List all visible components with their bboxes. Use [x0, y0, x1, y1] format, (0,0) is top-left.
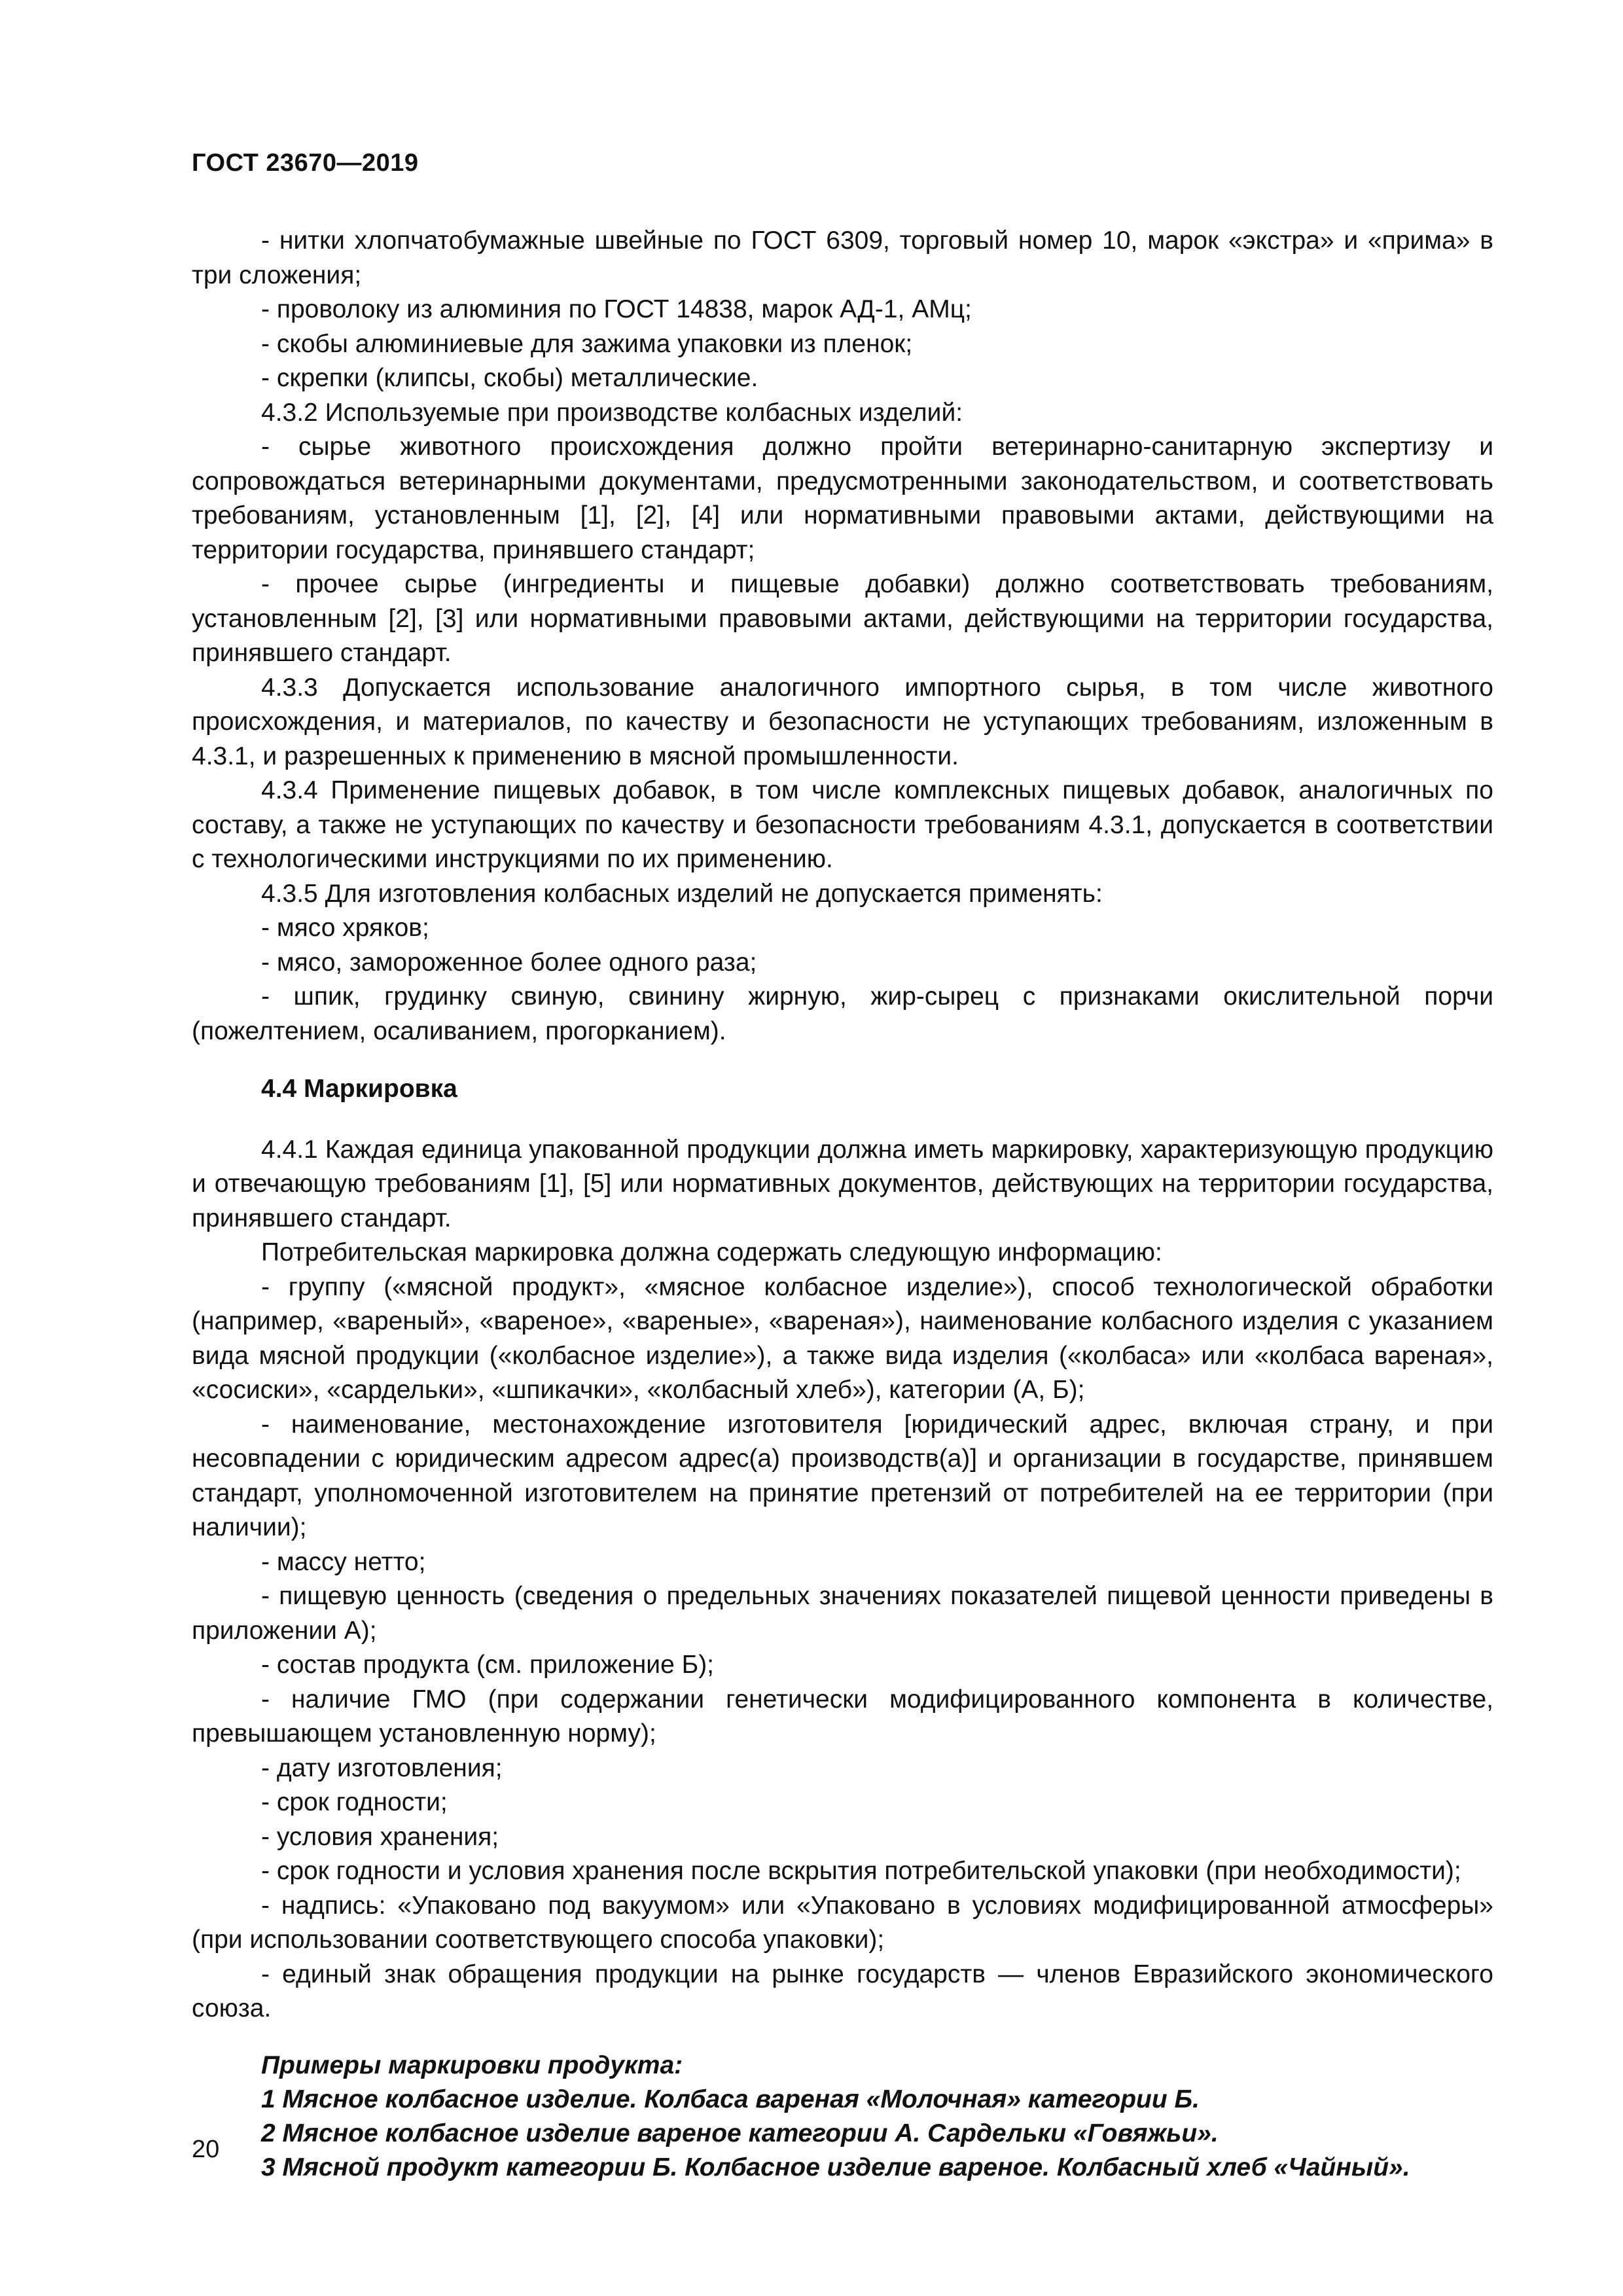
list-item: - прочее сырье (ингредиенты и пищевые добавки) должно соответствовать требованиям, установленным [2], [3] или нормативными правовыми актами, действующими на территории государства, принявшего стандарт. [192, 570, 1493, 667]
list-item: - наименование, местонахождение изготовителя [юридический адрес, включая страну, и при несовпадении с юридическим адресом адрес(а) производств(а)] и организации в государстве, принявшем стандарт, уполномоченной изготовителем на принятие претензий от потребителей на ее территории (при наличии); [192, 1410, 1493, 1541]
list-item: - срок годности; [261, 1788, 448, 1816]
list-item: - состав продукта (см. приложение Б); [261, 1651, 715, 1679]
clause-4-4-1: 4.4.1 Каждая единица упакованной продукции должна иметь маркировку, характеризующую продукцию и отвечающую требованиям [1], [5] или нормативных документов, действующих на территории государства, принявшего стандарт. [192, 1135, 1493, 1232]
example-item: 1 Мясное колбасное изделие. Колбаса вареная «Молочная» категории Б. [261, 2085, 1200, 2113]
list-item: - пищевую ценность (сведения о предельных значениях показателей пищевой ценности приведены в приложении А); [192, 1582, 1493, 1645]
list-item: - наличие ГМО (при содержании генетически модифицированного компонента в количестве, превышающем установленную норму); [192, 1685, 1493, 1748]
examples-title: Примеры маркировки продукта: [261, 2051, 683, 2079]
list-item: - условия хранения; [261, 1822, 499, 1851]
list-item: - надпись: «Упаковано под вакуумом» или «Упаковано в условиях модифицированной атмосферы» (при использовании соответствующего способа упаковки); [192, 1891, 1493, 1954]
list-item: - шпик, грудинку свиную, свинину жирную, жир-сырец с признаками окислительной порчи (пожелтением, осаливанием, прогорканием). [192, 982, 1493, 1045]
clause-4-3-2: 4.3.2 Используемые при производстве колбасных изделий: [261, 398, 963, 427]
page-number: 20 [192, 2136, 220, 2163]
list-item: - мясо хряков; [261, 914, 429, 942]
list-item: - мясо, замороженное более одного раза; [261, 948, 757, 977]
list-item: - единый знак обращения продукции на рынке государств — членов Евразийского экономического союза. [192, 1960, 1493, 2022]
clause-4-3-4: 4.3.4 Применение пищевых добавок, в том числе комплексных пищевых добавок, аналогичных по составу, а также не уступающих по качеству и безопасности требованиям 4.3.1, допускается в соответствии с технологическими инструкциями по их применению. [192, 776, 1493, 873]
list-item: - сырье животного происхождения должно пройти ветеринарно-санитарную экспертизу и сопровождаться ветеринарными документами, предусмотренными законодательством, и соответствовать требованиям, установленным [1], [2], [4] или нормативными правовыми актами, действующими на территории государства, принявшего стандарт; [192, 433, 1493, 564]
clause-4-3-3: 4.3.3 Допускается использование аналогичного импортного сырья, в том числе животного происхождения, и материалов, по качеству и безопасности не уступающих требованиям, изложенным в 4.3.1, и разрешенных к применению в мясной промышленности. [192, 673, 1493, 770]
list-item: - скрепки (клипсы, скобы) металлические. [261, 364, 758, 392]
examples-block [192, 2049, 1493, 2185]
paragraph: Потребительская маркировка должна содержать следующую информацию: [261, 1238, 1162, 1266]
list-item: - массу нетто; [261, 1547, 426, 1576]
list-item: - нитки хлопчатобумажные швейные по ГОСТ 6309, торговый номер 10, марок «экстра» и «прима» в три сложения; [192, 226, 1493, 289]
list-item: - скобы алюминиевые для зажима упаковки из пленок; [261, 329, 913, 358]
example-item: 3 Мясной продукт категории Б. Колбасное изделие вареное. Колбасный хлеб «Чайный». [261, 2153, 1410, 2181]
list-item: - дату изготовления; [261, 1753, 503, 1782]
example-item: 2 Мясное колбасное изделие вареное категории А. Сардельки «Говяжьи». [261, 2119, 1219, 2147]
list-item: - проволоку из алюминия по ГОСТ 14838, марок АД-1, АМц; [261, 295, 972, 323]
list-item: - срок годности и условия хранения после вскрытия потребительской упаковки (при необходимости); [261, 1857, 1461, 1885]
list-item: - группу («мясной продукт», «мясное колбасное изделие»), способ технологической обработки (например, «вареный», «вареное», «вареные», «вареная»), наименование колбасного изделия с указанием вида мясной продукции («колбасное изделие»), а также вида изделия («колбаса» или «колбаса вареная», «сосиски», «сардельки», «шпикачки», «колбасный хлеб»), категории (А, Б); [192, 1272, 1493, 1404]
section-heading: 4.4 Маркировка [261, 1075, 457, 1103]
document-body [192, 224, 1493, 2185]
document-header: ГОСТ 23670—2019 [192, 149, 419, 177]
clause-4-3-5: 4.3.5 Для изготовления колбасных изделий не допускается применять: [261, 879, 1103, 908]
